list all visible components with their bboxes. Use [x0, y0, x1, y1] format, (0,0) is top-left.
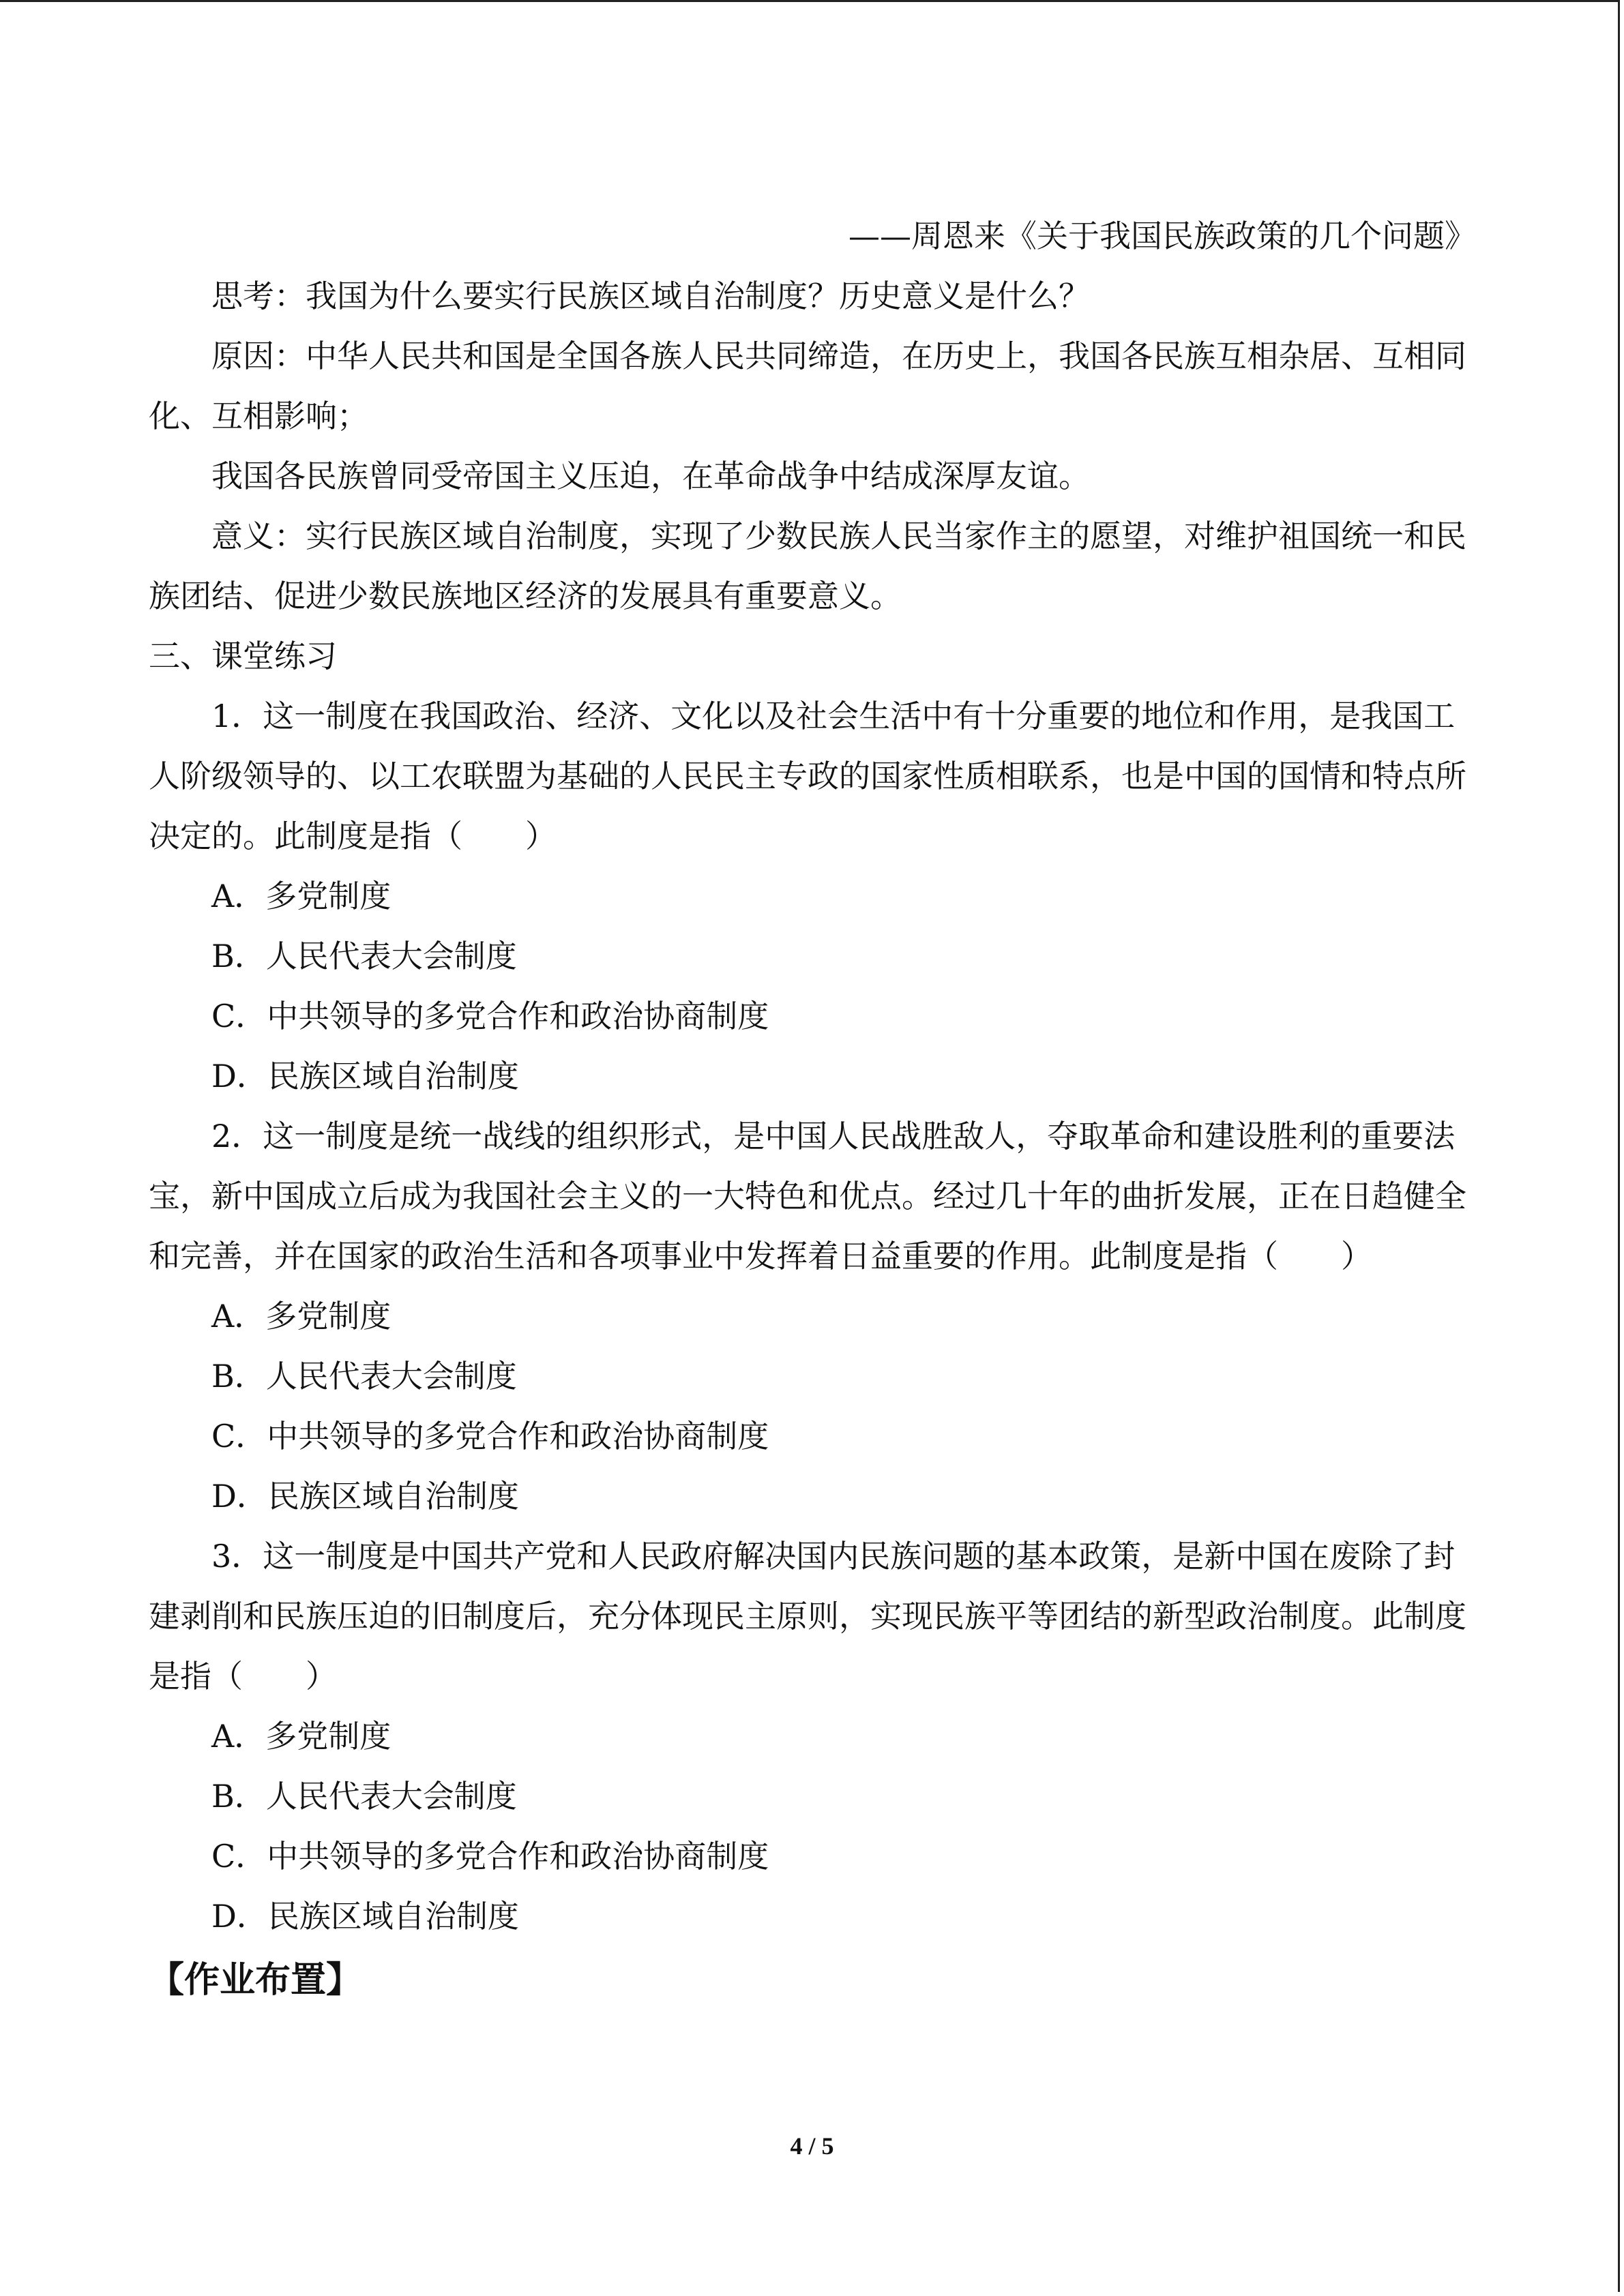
- option-a: A．多党制度: [211, 1298, 392, 1335]
- option-c: C．中共领导的多党合作和政治协商制度: [211, 998, 769, 1034]
- question-2: [149, 1106, 1476, 1526]
- page-number: 4 / 5: [790, 2132, 834, 2160]
- option-b: B．人民代表大会制度: [211, 938, 517, 974]
- exercise-heading: 三、课堂练习: [149, 638, 337, 674]
- document-body: [149, 206, 1476, 2013]
- option-b: B．人民代表大会制度: [211, 1358, 517, 1395]
- option-d: D．民族区域自治制度: [211, 1478, 519, 1515]
- question-stem: 2．这一制度是统一战线的组织形式，是中国人民战胜敌人，夺取革命和建设胜利的重要法宝，新中国成立后成为我国社会主义的一大特色和优点。经过几十年的曲折发展，正在日趋健全和完善，并在国家的政治生活和各项事业中发挥着日益重要的作用。此制度是指（ ）: [149, 1118, 1466, 1274]
- question-stem: 1．这一制度在我国政治、经济、文化以及社会生活中有十分重要的地位和作用，是我国工人阶级领导的、以工农联盟为基础的人民民主专政的国家性质相联系，也是中国的国情和特点所决定的。此制度是指（ ）: [149, 698, 1466, 854]
- option-a: A．多党制度: [211, 878, 392, 914]
- discussion-reason-1: 原因：中华人民共和国是全国各族人民共同缔造，在历史上，我国各民族互相杂居、互相同化、互相影响；: [149, 338, 1466, 434]
- homework-heading: 【作业布置】: [149, 1960, 362, 2001]
- quote-source: ——周恩来《关于我国民族政策的几个问题》: [848, 218, 1476, 254]
- option-d: D．民族区域自治制度: [211, 1898, 519, 1935]
- question-1: [149, 686, 1476, 1106]
- option-a: A．多党制度: [211, 1718, 392, 1755]
- option-c: C．中共领导的多党合作和政治协商制度: [211, 1418, 769, 1455]
- question-stem: 3．这一制度是中国共产党和人民政府解决国内民族问题的基本政策，是新中国在废除了封建剥削和民族压迫的旧制度后，充分体现民主原则，实现民族平等团结的新型政治制度。此制度是指（ ）: [149, 1538, 1466, 1695]
- discussion-question: 思考：我国为什么要实行民族区域自治制度？历史意义是什么？: [211, 278, 1090, 314]
- question-3: [149, 1526, 1476, 1946]
- discussion-significance: 意义：实行民族区域自治制度，实现了少数民族人民当家作主的愿望，对维护祖国统一和民族团结、促进少数民族地区经济的发展具有重要意义。: [149, 518, 1466, 614]
- option-c: C．中共领导的多党合作和政治协商制度: [211, 1838, 769, 1875]
- option-b: B．人民代表大会制度: [211, 1778, 517, 1815]
- discussion-reason-2: 我国各民族曾同受帝国主义压迫，在革命战争中结成深厚友谊。: [211, 458, 1090, 494]
- option-d: D．民族区域自治制度: [211, 1058, 519, 1094]
